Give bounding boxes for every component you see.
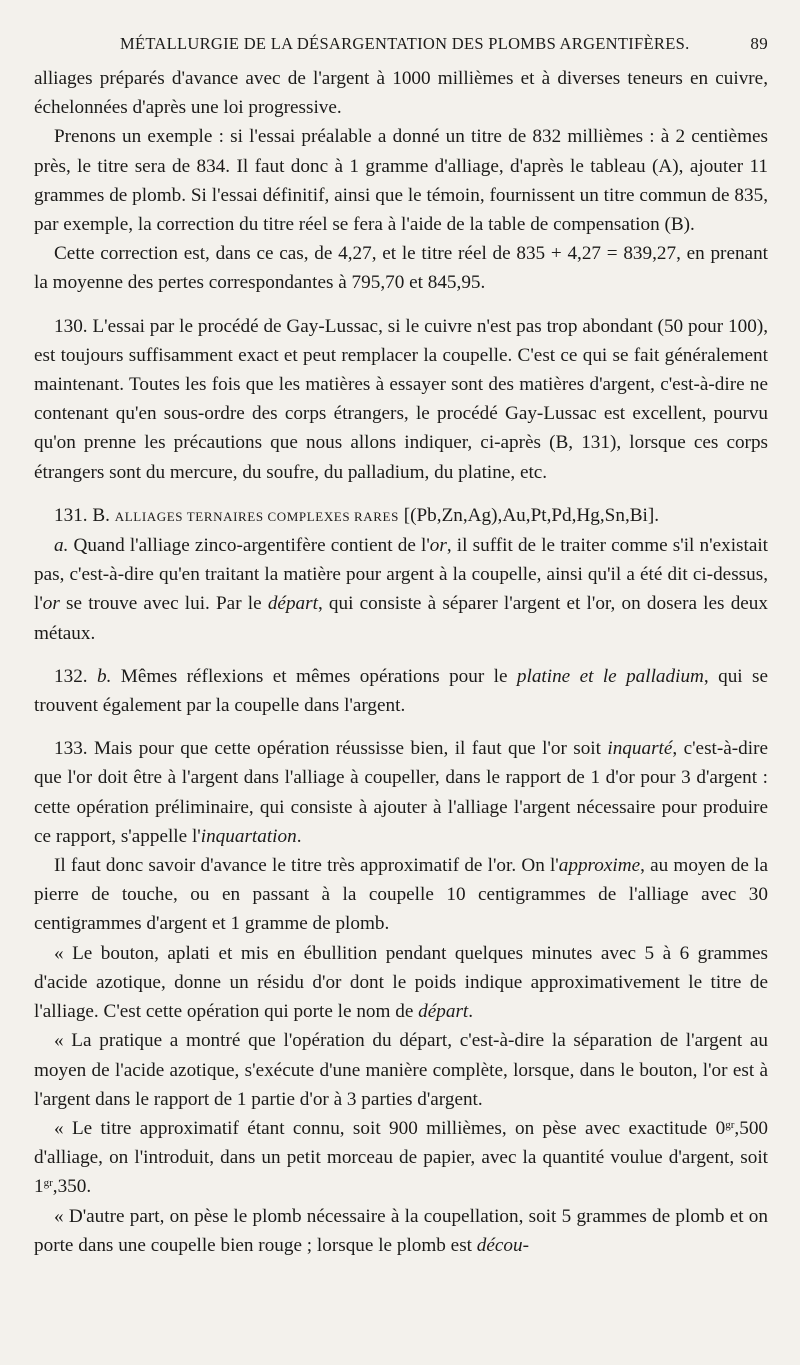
paragraph-continuation: alliages préparés d'avance avec de l'argent à 1000 millièmes et à diverses teneurs en cuivre, échelonnées d'après une loi progressive. — [34, 68, 768, 119]
text-run: , il suffit de le traiter comme s'il n'existait pas, c'est-à-dire qu'en traitant la matière pour argent à la coupelle, ainsi qu'il a été dit ci-dessus, l' — [34, 535, 769, 615]
italic-term: départ — [418, 1001, 469, 1023]
text-run: , qui consiste à séparer l'argent et l'or, on dosera les deux métaux. — [34, 593, 768, 644]
italic-term: or — [42, 593, 60, 615]
paragraph-correction: Cette correction est, dans ce cas, de 4,27, et le titre réel de 835 + 4,27 = 839,27, en prenant la moyenne des pertes correspondantes à 795,70 et 845,95. — [34, 243, 768, 294]
italic-term: départ — [267, 593, 318, 615]
section-letter: B. — [92, 504, 110, 526]
italic-term: platine et le palladium — [516, 665, 704, 687]
section-letter: b. — [96, 665, 112, 687]
text-run: « D'autre part, on pèse le plomb nécessaire à la coupellation, soit 5 grammes de plomb et on porte dans une coupelle bien rouge ; lorsque le plomb est — [34, 1205, 768, 1256]
text-run: Quand l'alliage zinco-argentifère contient de l' — [73, 535, 430, 557]
text-run: Il faut donc savoir d'avance le titre très approximatif de l'or. On l' — [54, 855, 559, 877]
page-number: 89 — [750, 34, 768, 53]
section-number: 131. — [54, 504, 88, 526]
text-run: Mais pour que cette opération réussisse bien, il faut que l'or soit — [87, 738, 608, 760]
italic-term: décou- — [476, 1234, 530, 1256]
alloy-formula: [(Pb,Zn,Ag),Au,Pt,Pd,Hg,Sn,Bi]. — [403, 504, 660, 526]
section-number: 133. — [54, 738, 88, 760]
paragraph-titre — [34, 1114, 768, 1202]
book-page — [34, 34, 768, 1260]
unit-superscript: gr — [725, 1118, 735, 1131]
paragraph-pratique: « La pratique a montré que l'opération du départ, c'est-à-dire la séparation de l'argent au moyen de l'acide azotique, s'exécute d'une manière complète, lorsque, dans le bouton, l'or est à l'argent dans le rapport de 1 partie d'or à 3 parties d'argent. — [34, 1030, 768, 1110]
text-run: Mêmes réflexions et mêmes opérations pour le — [111, 665, 517, 687]
italic-term: inquartation — [200, 825, 297, 847]
text-run: . — [296, 825, 302, 847]
running-title: MÉTALLURGIE DE LA DÉSARGENTATION DES PLOMBS ARGENTIFÈRES. — [120, 34, 690, 53]
section-number: 132. — [54, 665, 88, 687]
text-run: ,500 d'alliage, on l'introduit, dans un petit morceau de papier, avec la quantité voulue d'argent, soit 1 — [34, 1117, 768, 1198]
subsection-label: a. — [54, 535, 69, 557]
text-run: . — [468, 1001, 474, 1023]
section-131-heading — [34, 501, 768, 531]
paragraph-approxime — [34, 851, 768, 939]
section-title: ALLIAGES TERNAIRES COMPLEXES RARES — [114, 508, 399, 524]
unit-superscript: gr — [43, 1177, 53, 1190]
section-133 — [34, 734, 768, 851]
italic-term: approxime — [558, 855, 641, 877]
text-run: , c'est-à-dire que l'or doit être à l'argent dans l'alliage à coupeller, dans le rapport de 1 d'or pour 3 d'argent : cette opération préliminaire, qui consiste à ajouter à l'alliage l'argent nécessaire pour produire ce rapport, s'appelle l' — [34, 738, 768, 847]
section-131-a — [34, 531, 768, 648]
text-run: ,350. — [52, 1176, 92, 1198]
italic-term: or — [429, 535, 447, 557]
text-run: , au moyen de la pierre de touche, ou en passant à la coupelle 10 centigrammes de l'alliage avec 30 centigrammes d'argent et 1 gramme de plomb. — [34, 855, 768, 935]
text-run: se trouve avec lui. Par le — [59, 593, 268, 615]
paragraph-example: Prenons un exemple : si l'essai préalable a donné un titre de 832 millièmes : à 2 centièmes près, le titre sera de 834. Il faut donc à 1 gramme d'alliage, d'après le tableau (A), ajouter 11 grammes de plomb. Si l'essai définitif, ainsi que le témoin, fournissent un titre commun de 835, par exemple, la correction du titre réel se fera à l'aide de la table de compensation (B). — [34, 126, 768, 236]
section-130 — [34, 312, 768, 487]
section-number: 130. — [54, 315, 88, 337]
text-run: « Le titre approximatif étant connu, soit 900 millièmes, on pèse avec exactitude 0 — [54, 1117, 726, 1139]
section-text: L'essai par le procédé de Gay-Lussac, si le cuivre n'est pas trop abondant (50 pour 100), est toujours suffisamment exact et peut remplacer la coupelle. C'est ce qui se fait généralement maintenant. Toutes les fois que les matières à essayer sont des matières d'argent, c'est-à-dire ne contenant qu'en sous-ordre des corps étrangers, le procédé Gay-Lussac est excellent, pourvu qu'on prenne les précautions que nous allons indiquer, ci-après (B, 131), lorsque ces corps étrangers sont du mercure, du soufre, du palladium, du platine, etc. — [34, 315, 769, 483]
paragraph-autre — [34, 1202, 768, 1260]
text-run: « Le bouton, aplati et mis en ébullition pendant quelques minutes avec 5 à 6 grammes d'acide azotique, donne un résidu d'or dont le poids indique approximativement le titre de l'alliage. C'est cette opération qui porte le nom de — [34, 942, 768, 1023]
text-run: , qui se trouvent également par la coupelle dans l'argent. — [34, 665, 768, 717]
page-header — [34, 34, 768, 54]
italic-term: inquarté — [607, 738, 673, 760]
paragraph-bouton — [34, 939, 768, 1027]
section-132 — [34, 662, 768, 720]
